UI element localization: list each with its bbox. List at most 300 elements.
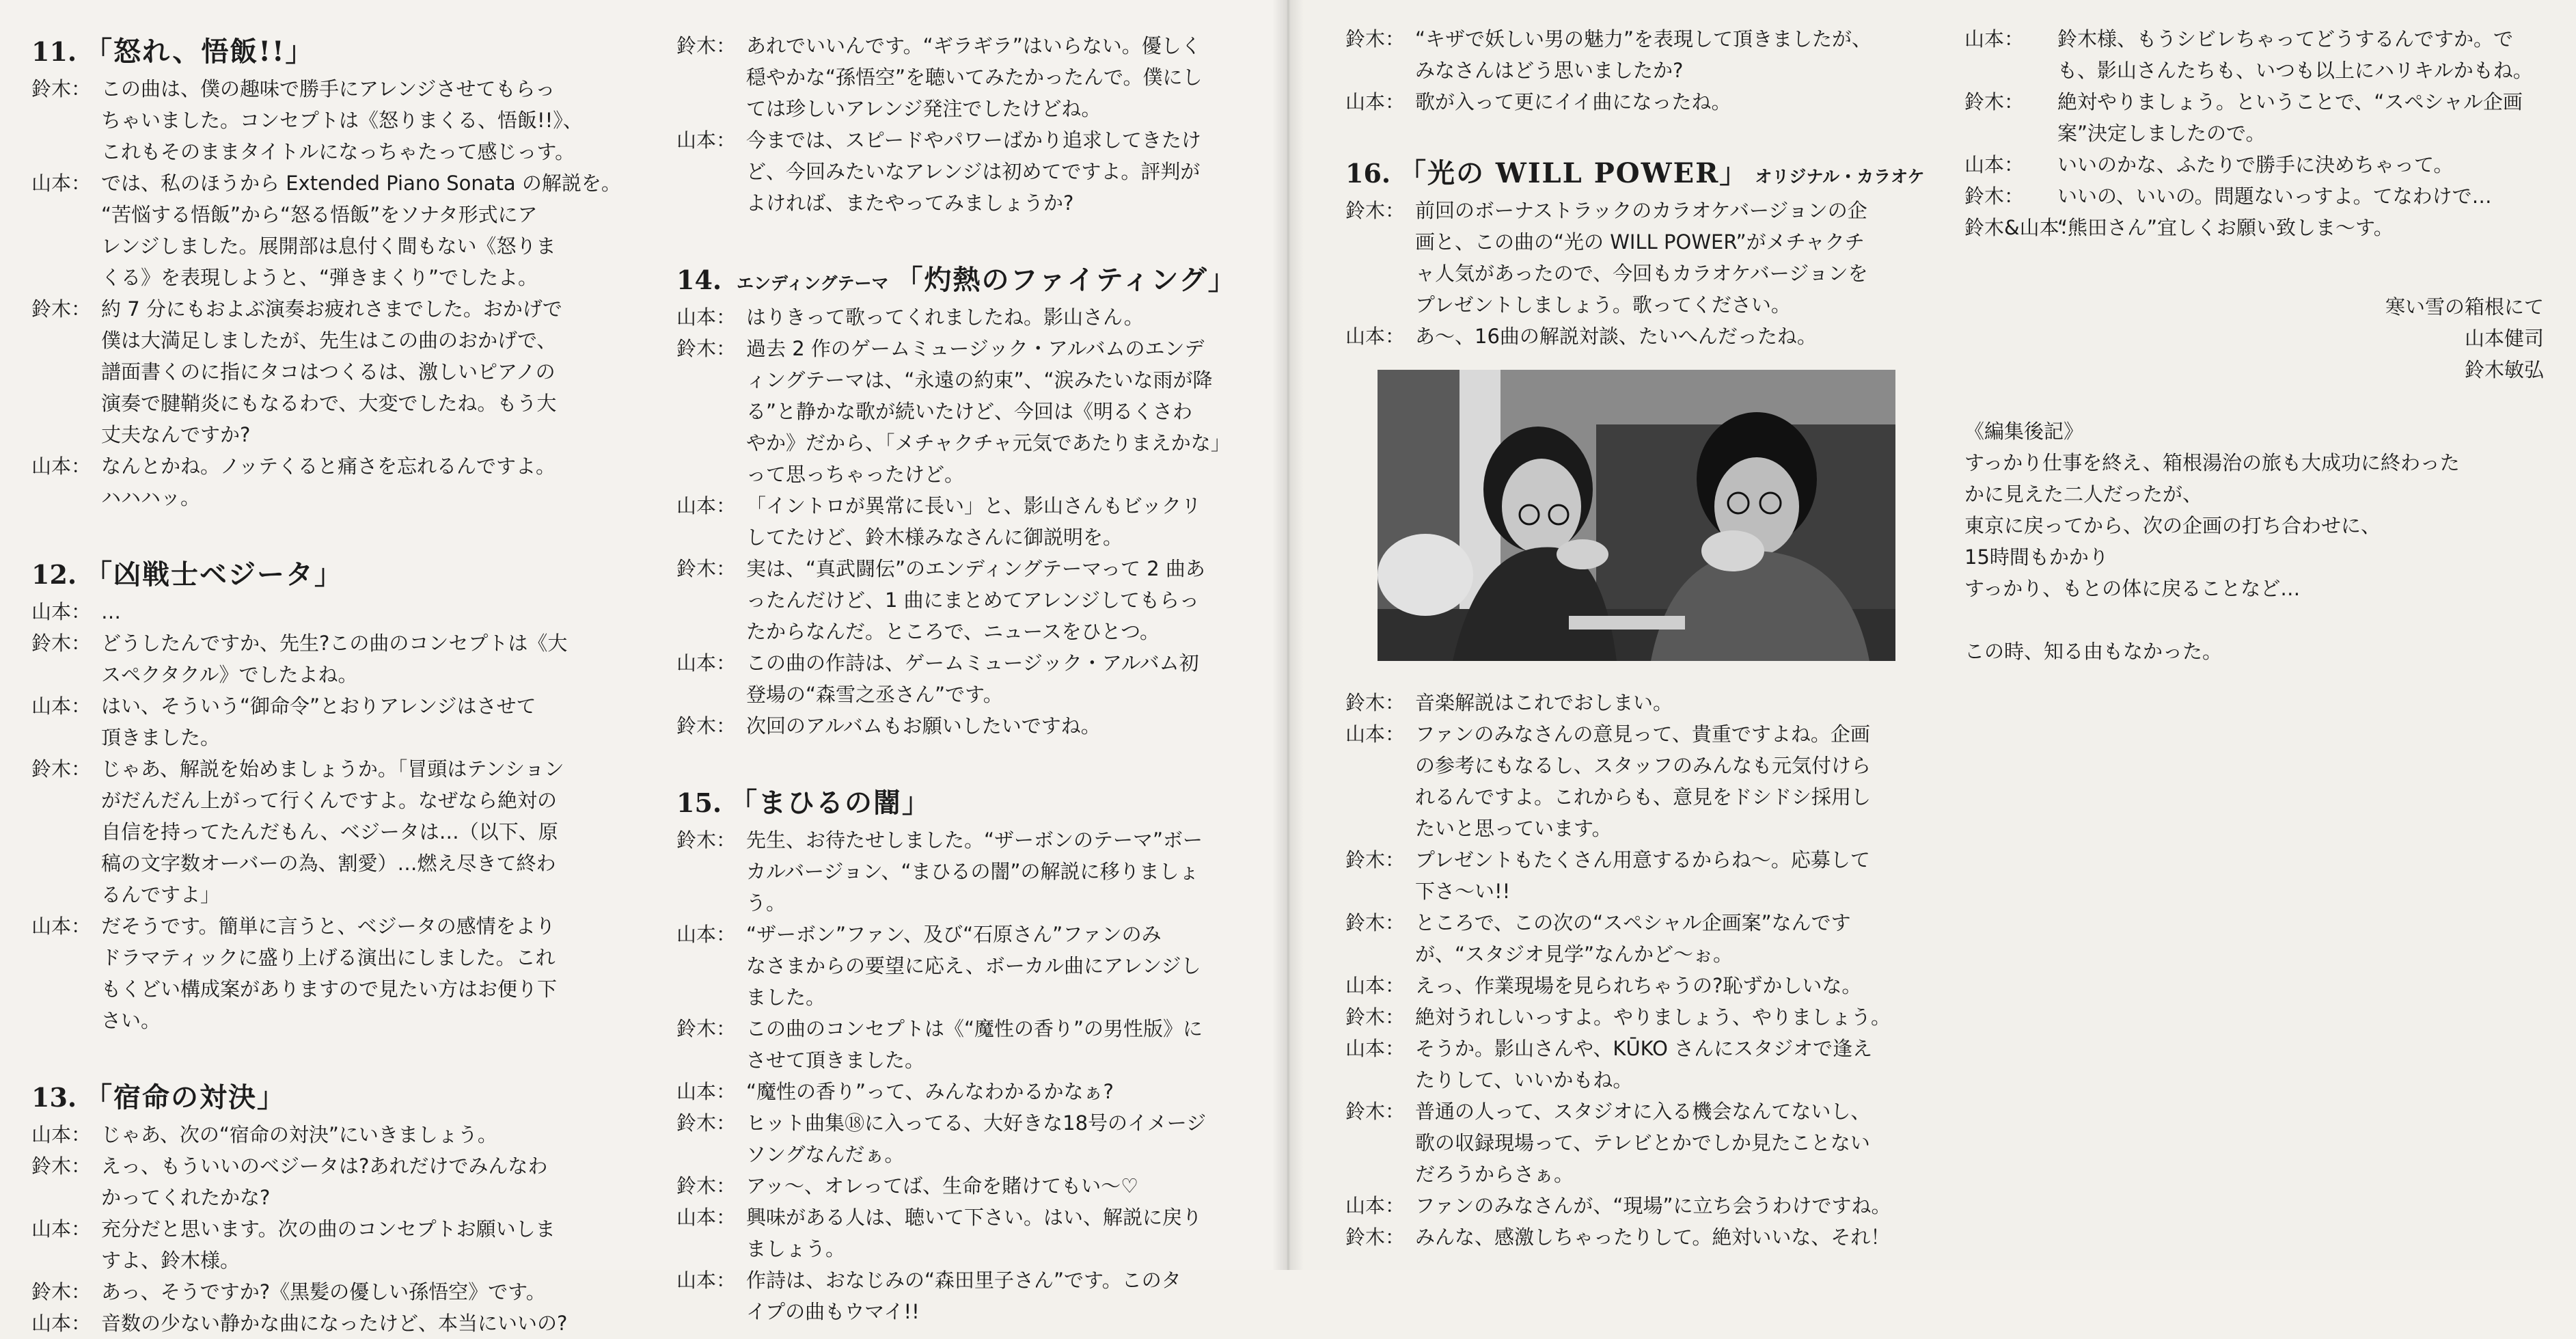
dialogue-block-13 [31,1119,640,1339]
speaker-label: 鈴木： [1964,185,2025,208]
speaker-label [1345,1064,1415,1096]
dialogue-text: たいと思っています。 [1415,817,1612,840]
dialogue-line [31,388,640,419]
dialogue-line [676,616,1278,647]
dialogue-text: “魔性の香り”って、みんなわかるかなぁ? [746,1080,1114,1103]
postscript-line: かに見えた二人だったが、 [1964,483,2203,506]
dialogue-block-15 [676,824,1278,1327]
speaker-label: 山本： [676,306,737,329]
dialogue-text: 頂きました。 [101,726,221,749]
dialogue-line [676,1202,1278,1233]
dialogue-line [31,482,640,513]
dialogue-line [1345,813,1960,844]
speaker-label [676,950,746,982]
dialogue-text: たからなんだ。ところで、ニュースをひとつ。 [746,620,1160,643]
dialogue-text: 今までは、スピードやパワーばかり追求してきたけ [746,129,1201,152]
dialogue-text: 歌の収録現場って、テレビとかでしか見たことない [1415,1131,1870,1154]
speaker-label [1345,876,1415,907]
dialogue-text: 案”決定しましたので。 [2057,122,2266,145]
speaker-label [676,396,746,427]
speaker-label: 鈴木： [676,1111,737,1135]
section-title-11 [31,30,640,69]
speaker-label: 鈴木： [676,337,737,360]
speaker-label: 山本： [676,923,737,946]
dialogue-line [676,1076,1278,1107]
dialogue-line [31,627,640,659]
dialogue-text: “熊田さん”宜しくお願い致しま〜す。 [2057,216,2394,239]
dialogue-text: 鈴木様、もうシビレちゃってどうするんですか。で [2057,27,2514,51]
section-name: 「灼熱のファイティング」 [895,264,1237,296]
dialogue-text: では、私のほうから Extended Piano Sonata の解説を。 [101,172,621,195]
dialogue-text: じゃあ、解説を始めましょうか。「冒頭はテンション [101,757,564,781]
speaker-label [31,136,101,167]
dialogue-text: 過去 2 作のゲームミュージック・アルバムのエンデ [746,337,1205,360]
dialogue-text: ファンのみなさんの意見って、貴重ですよね。企画 [1415,722,1870,746]
dialogue-text: この曲は、僕の趣味で勝手にアレンジさせてもらっ [101,77,556,100]
speaker-label [31,388,101,419]
speaker-label: 鈴木： [1345,848,1406,871]
speaker-label [1345,750,1415,781]
dialogue-line [1345,1064,1960,1096]
dialogue-text: ては珍しいアレンジ発注でしたけどね。 [746,97,1101,120]
dialogue-text: スペクタクル》でしたよね。 [101,663,358,686]
speaker-label [1345,289,1415,321]
dialogue-line [1345,781,1960,813]
dialogue-line [676,490,1278,522]
section-suffix: オリジナル・カラオケ [1755,167,1925,187]
speaker-label [31,1182,101,1213]
speaker-label: 鈴木： [1345,1226,1406,1249]
dialogue-line [1964,149,2552,180]
dialogue-text: 画と、この曲の“光の WILL POWER”がメチャクチ [1415,230,1865,254]
right-page [1288,0,2576,1270]
dialogue-text: なんとかね。ノッテくると痛さを忘れるんですよ。 [101,455,556,478]
dialogue-line [31,1005,640,1036]
dialogue-text: 「イントロが異常に長い」と、影山さんもビックリ [746,494,1201,517]
dialogue-text: この曲のコンセプトは《“魔性の香り”の男性版》に [746,1017,1203,1040]
dialogue-text: やか》だから、「メチャクチャ元気であたりまえかな」 [746,431,1231,455]
signature-place: 寒い雪の箱根にて [2385,295,2544,319]
dialogue-text: 稿の文字数オーバーの為、割愛）…燃え尽きて終わ [101,852,556,875]
speaker-label [31,659,101,690]
speaker-label [31,356,101,388]
speaker-label: 山本： [676,651,737,675]
speaker-label [676,679,746,710]
dialogue-line [676,62,1278,93]
section-name: 「光の WILL POWER」 [1399,157,1749,189]
dialogue-line [31,325,640,356]
speaker-label [676,93,746,124]
dialogue-text: るんですよ」 [101,883,221,906]
dialogue-text: 下さ〜い!! [1415,880,1511,903]
dialogue-line [1345,907,1960,938]
dialogue-text: じゃあ、次の“宿命の対決”にいきましょう。 [101,1123,497,1146]
dialogue-text: してたけど、鈴木様みなさんに御説明を。 [746,526,1123,549]
speaker-label: 鈴木： [676,1017,737,1040]
dialogue-line [676,553,1278,584]
section-number: 14. [676,265,722,295]
dialogue-line [1345,23,1960,55]
speaker-label [676,522,746,553]
speaker-label: 山本： [31,1217,92,1241]
speaker-label: 鈴木： [1345,1005,1406,1029]
dialogue-line [31,356,640,388]
speaker-label [31,722,101,753]
dialogue-line [1345,321,1960,352]
dialogue-line [31,879,640,910]
speaker-label [1345,1127,1415,1159]
dialogue-line [676,1264,1278,1296]
speaker-label: 鈴木： [31,1154,92,1178]
speaker-label [676,1296,746,1327]
dialogue-text: くる》を表現しようと、“弾きまくり”でしたよ。 [101,266,538,289]
dialogue-line [31,848,640,879]
dialogue-line [31,596,640,627]
speaker-label [1964,118,2057,149]
dialogue-line [1345,1221,1960,1253]
speaker-label [31,942,101,973]
dialogue-line [676,1044,1278,1076]
dialogue-line [31,1119,640,1150]
speaker-label [1345,55,1415,86]
dialogue-text: えっ、作業現場を見られちゃうの?恥ずかしいな。 [1415,974,1862,997]
dialogue-line [676,950,1278,982]
dialogue-text: あっ、そうですか?《黒髪の優しい孫悟空》です。 [101,1280,546,1303]
dialogue-line [676,1170,1278,1202]
dialogue-text: 充分だと思います。次の曲のコンセプトお願いしま [101,1217,556,1241]
dialogue-line [31,722,640,753]
dialogue-line [1964,212,2552,243]
dialogue-text: 音楽解説はこれでおしまい。 [1415,691,1673,714]
dialogue-text: 自信を持ってたんだもん、ベジータは…（以下、原 [101,820,558,843]
dialogue-line [1345,1001,1960,1033]
dialogue-text: もくどい構成案がありますので見たい方はお便り下 [101,977,558,1001]
dialogue-line [676,396,1278,427]
speaker-label: 山本： [31,1123,92,1146]
speaker-label: 山本： [1345,722,1406,746]
dialogue-text: 前回のボーナストラックのカラオケバージョンの企 [1415,199,1867,222]
dialogue-text: 丈夫なんですか? [101,423,251,446]
speaker-label [1345,1159,1415,1190]
dialogue-line [31,199,640,230]
dialogue-line [676,1296,1278,1327]
dialogue-block-12 [31,596,640,1036]
dialogue-text: アッ〜、オレってば、生命を賭けてもい〜♡ [746,1174,1139,1198]
speaker-label [676,616,746,647]
dialogue-text: この曲の作詩は、ゲームミュージック・アルバム初 [746,651,1199,675]
dialogue-line [1964,86,2552,118]
dialogue-text: う。 [746,891,786,915]
speaker-label: 鈴木： [1345,691,1406,714]
speaker-label [1345,938,1415,970]
dialogue-line [31,230,640,262]
speaker-label: 鈴木： [31,757,92,781]
dialogue-text: みなさんはどう思いましたか? [1415,59,1684,82]
dialogue-line [31,753,640,785]
dialogue-line [1345,1190,1960,1221]
dialogue-text: 穏やかな“孫悟空”を聴いてみたかったんで。僕にし [746,66,1203,89]
section-title-15 [676,781,1278,820]
speaker-label: 山本： [676,129,737,152]
dialogue-line [676,1233,1278,1264]
signature-yamamoto: 山本健司 [2464,327,2544,350]
dialogue-line [1345,750,1960,781]
dialogue-text: そうか。影山さんや、KŪKO さんにスタジオで逢え [1415,1037,1873,1060]
dialogue-text: どうしたんですか、先生?この曲のコンセプトは《大 [101,632,568,655]
speaker-label: 鈴木： [676,34,737,57]
speaker-label [31,199,101,230]
speaker-label: 鈴木： [31,77,92,100]
left-column-1 [31,30,640,1339]
speaker-label [1345,813,1415,844]
section-title-12 [31,553,640,592]
dialogue-text: 実は、“真武闘伝”のエンディングテーマって 2 曲あ [746,557,1205,580]
speaker-label [31,973,101,1005]
dialogue-line [31,1182,640,1213]
dialogue-block-14 [676,301,1278,742]
dialogue-line [676,522,1278,553]
dialogue-line [1964,55,2552,86]
dialogue-text: がだんだん上がって行くんですよ。なぜなら絶対の [101,789,558,812]
dialogue-line [31,419,640,450]
speaker-label: 山本： [1345,1194,1406,1217]
dialogue-line [31,1213,640,1245]
speaker-label: 山本： [31,694,92,718]
dialogue-text: ファンのみなさんが、“現場”に立ち会うわけですね。 [1415,1194,1891,1217]
dialogue-text: ヒット曲集⑱に入ってる、大好きな18号のイメージ [746,1111,1207,1135]
dialogue-text: ところで、この次の“スペシャル企画案”なんです [1415,911,1851,934]
dialogue-line [676,187,1278,219]
dialogue-line [31,262,640,293]
dialogue-text: 作詩は、おなじみの“森田里子さん”です。このタ [746,1269,1181,1292]
speaker-label: 山本： [676,1206,737,1229]
speaker-label: 鈴木： [1345,27,1406,51]
postscript-line: すっかり仕事を終え、箱根湯治の旅も大成功に終わった [1964,451,2460,474]
dialogue-line [1345,938,1960,970]
dialogue-text: って思っちゃったけど。 [746,463,965,486]
speaker-label: 山本： [1964,153,2025,176]
speaker-label: 山本： [31,1312,92,1335]
dialogue-text: 興味がある人は、聴いて下さい。はい、解説に戻り [746,1206,1203,1229]
section-title-13 [31,1076,640,1115]
dialogue-block-13-continued [676,30,1278,219]
dialogue-text: プレゼントしましょう。歌ってください。 [1415,293,1791,316]
dialogue-text: ハハハッ。 [101,486,201,509]
left-column-2 [676,30,1278,1327]
dialogue-text: 約 7 分にもおよぶ演奏お疲れさまでした。おかげで [101,297,562,321]
dialogue-line [1345,844,1960,876]
dialogue-line [31,450,640,482]
section-title-16 [1345,152,1960,191]
dialogue-text: が、“スタジオ見学”なんかど〜ぉ。 [1415,943,1734,966]
dialogue-text: 登場の“森雪之丞さん”です。 [746,683,1003,706]
dialogue-line [676,364,1278,396]
dialogue-line [31,1276,640,1308]
dialogue-text: 次回のアルバムもお願いしたいですね。 [746,714,1101,738]
speaker-label [1964,55,2057,86]
dialogue-text: 絶対うれしいっすよ。やりましょう、やりましょう。 [1415,1005,1891,1029]
dialogue-line [676,856,1278,887]
dialogue-text: なさまからの要望に応え、ボーカル曲にアレンジし [746,954,1201,977]
dialogue-text: いいのかな、ふたりで勝手に決めちゃって。 [2057,153,2454,176]
dialogue-text: レンジしました。展開部は息付く間もない《怒りま [101,234,556,258]
dialogue-text: “ザーボン”ファン、及び“石原さん”ファンのみ [746,923,1162,946]
dialogue-text: いいの、いいの。問題ないっすよ。てなわけで… [2057,185,2492,208]
dialogue-text: “キザで妖しい男の魅力”を表現して頂きましたが、 [1415,27,1872,51]
dialogue-text: れるんですよ。これからも、意見をドシドシ採用し [1415,785,1872,809]
dialogue-text: ャ人気があったので、今回もカラオケバージョンを [1415,262,1868,285]
speaker-label: 鈴木： [676,557,737,580]
speaker-label [676,156,746,187]
speaker-label: 山本： [31,600,92,623]
dialogue-text: かってくれたかな? [101,1186,271,1209]
dialogue-line [676,333,1278,364]
speaker-label [31,482,101,513]
speaker-label: 山本： [676,1080,737,1103]
dialogue-line [1345,289,1960,321]
dialogue-text: 演奏で腱鞘炎にもなるわで、大変でしたね。もう大 [101,392,557,415]
dialogue-line [31,1245,640,1276]
dialogue-text: はい、そういう“御命令”とおりアレンジはさせて [101,694,536,718]
speaker-label: 山本： [1345,325,1406,348]
dialogue-line [676,427,1278,459]
dialogue-text: えっ、もういいのベジータは?あれだけでみんなわ [101,1154,548,1178]
photo-illustration [1378,370,1895,661]
dialogue-text: カルバージョン、“まひるの闇”の解説に移りましょ [746,860,1199,883]
dialogue-text: 先生、お待たせしました。“ザーボンのテーマ”ボー [746,828,1203,852]
dialogue-text: 僕は大満足しましたが、先生はこの曲のおかげで、 [101,329,557,352]
speaker-label: 鈴木： [31,632,92,655]
dialogue-line [31,136,640,167]
dialogue-line [676,1107,1278,1139]
section-number: 15. [676,787,722,818]
dialogue-text: ドラマティックに盛り上げる演出にしました。これ [101,946,556,969]
speaker-label [676,1139,746,1170]
speaker-label: 鈴木： [31,297,92,321]
postscript-line: この時、知る由もなかった。 [1964,640,2223,663]
speaker-label: 山本： [1345,90,1406,113]
dialogue-line [676,584,1278,616]
speaker-label: 山本： [31,455,92,478]
section-title-14 [676,258,1278,297]
dialogue-text: させて頂きました。 [746,1049,925,1072]
speaker-label: 鈴木： [676,1174,737,1198]
dialogue-text: これもそのままタイトルになっちゃたって感じっす。 [101,140,575,163]
section-number: 16. [1345,158,1391,189]
dialogue-line [676,93,1278,124]
speaker-label [31,1005,101,1036]
speaker-label: 鈴木&山本： [1964,216,2079,239]
dialogue-text: 譜面書くのに指にタコはつくるは、激しいピアノの [101,360,556,383]
dialogue-line [1345,876,1960,907]
dialogue-text: イプの曲もウマイ!! [746,1300,920,1323]
dialogue-line [1345,55,1960,86]
right-column-1 [1345,23,1960,1253]
section-number: 11. [31,36,77,67]
speaker-label: 山本： [1345,974,1406,997]
speaker-label: 山本： [1345,1037,1406,1060]
dialogue-line [1964,23,2552,55]
dialogue-block-16 [1345,195,1960,352]
dialogue-text: だそうです。簡単に言うと、ベジータの感情をより [101,915,556,938]
dialogue-line [1345,258,1960,289]
dialogue-text: も、影山さんたちも、いつも以上にハリキルかもね。 [2057,59,2533,82]
dialogue-text: ちゃいました。コンセプトは《怒りまくる、悟飯!!》、 [101,109,583,132]
section-prefix: エンディングテーマ [737,273,889,293]
dialogue-line [31,910,640,942]
dialogue-block-closing [1345,687,1960,1253]
dialogue-line [676,1139,1278,1170]
speaker-label: 山本： [31,915,92,938]
speaker-label [1345,226,1415,258]
dialogue-text: だろうからさぁ。 [1415,1163,1574,1186]
speaker-label [1345,781,1415,813]
speaker-label [31,105,101,136]
dialogue-line [31,1308,640,1339]
dialogue-text: あれでいいんです。“ギラギラ”はいらない。優しく [746,34,1201,57]
dialogue-block-final [1964,23,2552,243]
dialogue-line [31,105,640,136]
dialogue-line [676,824,1278,856]
postscript-heading: 《編集後記》 [1964,420,2084,443]
dialogue-text: プレゼントもたくさん用意するからね〜。応募して [1415,848,1870,871]
dialogue-text: 音数の少ない静かな曲になったけど、本当にいいの? [101,1312,568,1335]
dialogue-line [676,30,1278,62]
dialogue-text: すよ、鈴木様。 [101,1249,241,1272]
postscript-line: 15時間もかかり [1964,545,2109,569]
speaker-label: 鈴木： [676,828,737,852]
dialogue-line [676,459,1278,490]
dialogue-line [676,124,1278,156]
speaker-label: 鈴木： [1345,199,1406,222]
section-name: 「凶戦士ベジータ」 [85,558,343,591]
speaker-label [31,1245,101,1276]
dialogue-line [31,73,640,105]
speaker-label [676,887,746,919]
dialogue-text: ったんだけど、1 曲にまとめてアレンジしてもらっ [746,589,1200,612]
speaker-label [676,982,746,1013]
dialogue-text: ィングテーマは、“永遠の約束”、“涙みたいな雨が降 [746,368,1213,392]
dialogue-line [31,293,640,325]
photo-two-men [1378,370,1895,661]
speaker-label [31,785,101,816]
dialogue-text: あ〜、16曲の解説対談、たいへんだったね。 [1415,325,1817,348]
dialogue-text: ました。 [746,986,826,1009]
speaker-label: 山本： [676,494,737,517]
section-name: 「怒れ、悟飯!!」 [85,36,314,68]
dialogue-line [1345,1159,1960,1190]
right-column-2 [1964,23,2552,667]
speaker-label: 鈴木： [1964,90,2025,113]
speaker-label [676,856,746,887]
dialogue-line [1345,226,1960,258]
dialogue-text: ましょう。 [746,1237,846,1260]
section-name: 「まひるの闇」 [730,787,931,819]
left-page [0,0,1288,1335]
speaker-label [31,816,101,848]
dialogue-text: ど、今回みたいなアレンジは初めてですよ。評判が [746,160,1201,183]
speaker-label: 山本： [31,172,92,195]
dialogue-line [31,690,640,722]
dialogue-text: さい。 [101,1009,161,1032]
dialogue-line [676,919,1278,950]
speaker-label [31,325,101,356]
dialogue-text: ソングなんだぁ。 [746,1143,905,1166]
speaker-label [676,459,746,490]
speaker-label [31,848,101,879]
speaker-label [676,187,746,219]
speaker-label: 鈴木： [1345,1100,1406,1123]
